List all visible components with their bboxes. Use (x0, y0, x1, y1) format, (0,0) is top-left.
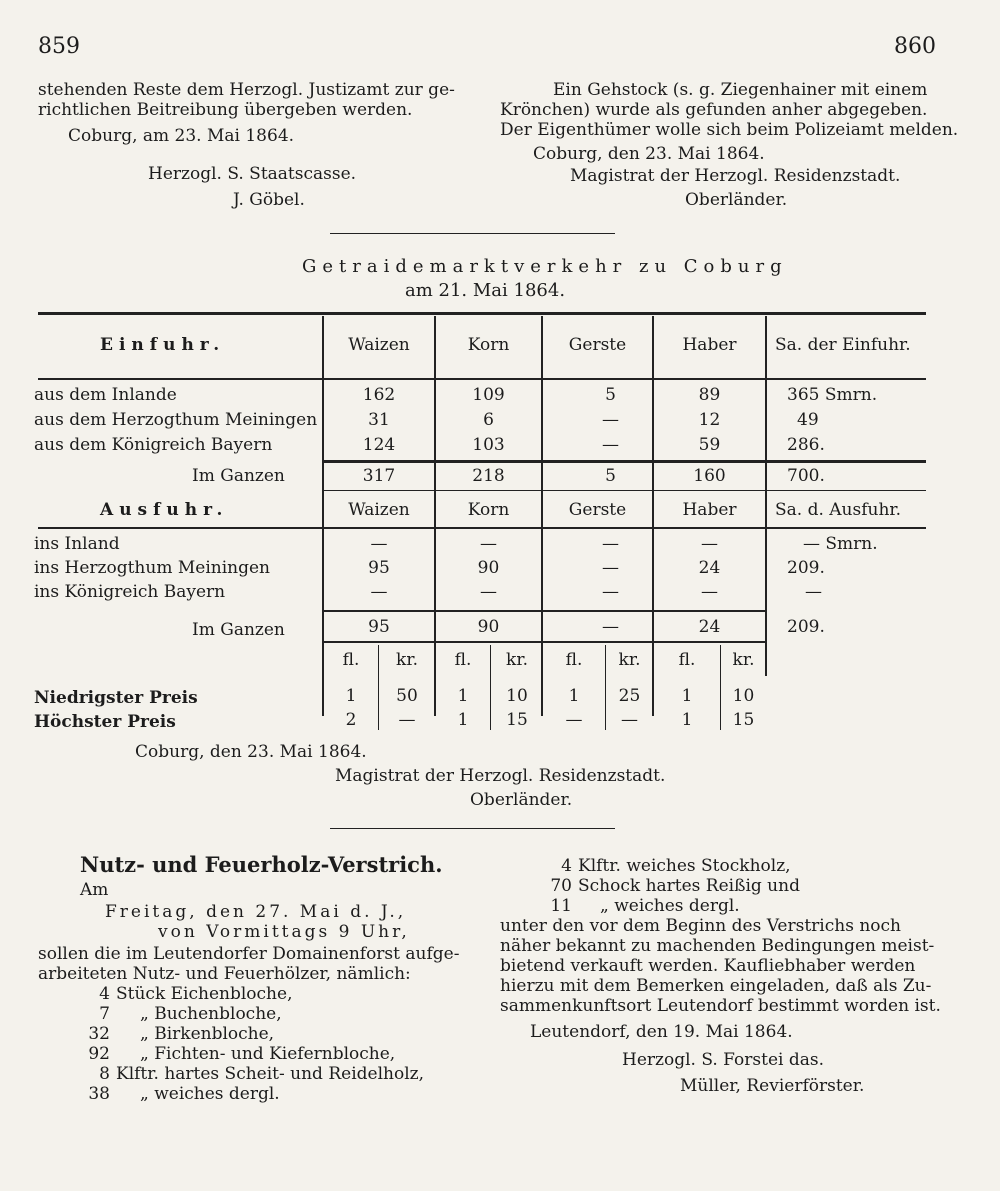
price-value: 1 (568, 686, 580, 706)
column-header: Korn (467, 500, 510, 520)
closing-line: näher bekannt zu machenden Bedingungen meist- (500, 936, 935, 956)
signature: Oberländer. (685, 190, 788, 210)
cell-value: 95 (368, 617, 390, 637)
cell-value: 5 (605, 385, 616, 405)
separator-rule (330, 828, 615, 829)
unit-fl: fl. (454, 650, 472, 670)
row-label: Höchster Preis (34, 712, 176, 732)
market-title: Getraidemarktverkehr zu Coburg (302, 256, 788, 277)
cell-value: 218 (472, 466, 505, 486)
subcolumn-rule (720, 645, 721, 730)
cell-value: 124 (362, 435, 396, 455)
item-qty: 70 (550, 876, 572, 896)
closing-line: unter den vor dem Beginn des Verstrichs noch (500, 916, 901, 936)
signature: Oberländer. (470, 790, 573, 810)
cell-value: — (602, 435, 619, 455)
header-rule (38, 378, 926, 380)
cell-value: — (480, 534, 497, 554)
column-header: Waizen (348, 500, 410, 520)
item-qty: 8 (99, 1064, 110, 1084)
notice-line: richtlichen Beitreibung übergeben werden. (38, 100, 413, 120)
cell-value: 31 (368, 410, 390, 430)
signature: J. Göbel. (233, 190, 305, 210)
column-header: Waizen (348, 335, 410, 355)
column-header: Haber (682, 335, 737, 355)
sum-header: Sa. d. Ausfuhr. (775, 500, 902, 520)
cell-value: — (602, 558, 619, 578)
price-value: 1 (681, 686, 693, 706)
cell-value: 162 (362, 385, 396, 405)
column-rule (765, 316, 767, 676)
price-value: 1 (457, 710, 469, 730)
price-value: — (621, 710, 638, 730)
cell-value: — (602, 534, 619, 554)
subcolumn-rule (605, 645, 606, 730)
price-value: — (398, 710, 416, 730)
cell-value: 109 (472, 385, 505, 405)
item-qty: 92 (88, 1044, 110, 1064)
place-date: Coburg, am 23. Mai 1864. (68, 126, 295, 146)
unit-kr: kr. (732, 650, 755, 670)
cell-sum: 286. (787, 435, 825, 455)
subcolumn-rule (490, 645, 491, 730)
cell-sum: — (805, 582, 822, 602)
place-date: Coburg, den 23. Mai 1864. (135, 742, 367, 762)
total-rule (322, 610, 767, 612)
cell-value: 24 (698, 558, 721, 578)
unit-fl: fl. (678, 650, 696, 670)
table-top-rule (38, 312, 926, 315)
row-label: Im Ganzen (192, 620, 285, 640)
auction-am: Am (80, 880, 109, 900)
cell-value: — (701, 534, 718, 554)
separator-rule (330, 233, 615, 234)
cell-value: — (480, 582, 497, 602)
price-rule (322, 641, 767, 643)
unit-kr: kr. (506, 650, 528, 670)
item-text: Schock hartes Reißig und (578, 876, 800, 896)
item-text: Klftr. hartes Scheit- und Reidelholz, (116, 1064, 424, 1084)
price-value: 25 (618, 686, 641, 706)
item-qty: 4 (561, 856, 572, 876)
cell-sum: 365 Smrn. (787, 385, 878, 405)
price-value: 1 (457, 686, 469, 706)
subcolumn-rule (378, 645, 379, 730)
item-text: „ Fichten- und Kiefernbloche, (140, 1044, 396, 1064)
unit-fl: fl. (342, 650, 360, 670)
issuer: Magistrat der Herzogl. Residenzstadt. (335, 766, 666, 786)
row-label: aus dem Herzogthum Meiningen (34, 410, 318, 430)
auction-title: Nutz- und Feuerholz-Verstrich. (80, 852, 443, 877)
cell-value: 24 (698, 617, 721, 637)
notice-line: Der Eigenthümer wolle sich beim Polizeiamt melden. (500, 120, 959, 140)
item-qty: 32 (88, 1024, 110, 1044)
cell-value: — (370, 582, 388, 602)
page-number-left: 859 (38, 34, 80, 59)
item-qty: 38 (88, 1084, 110, 1104)
item-text: „ weiches dergl. (600, 896, 740, 916)
item-text: „ Buchenbloche, (140, 1004, 282, 1024)
cell-value: 317 (362, 466, 396, 486)
notice-line: Krönchen) wurde als gefunden anher abgegeben. (500, 100, 928, 120)
row-label: Im Ganzen (192, 466, 285, 486)
cell-sum: 49 (797, 410, 819, 430)
column-header: Korn (467, 335, 510, 355)
signature: Müller, Revierförster. (680, 1076, 865, 1096)
row-label: ins Inland (34, 534, 120, 554)
price-value: 50 (396, 686, 418, 706)
cell-value: — (701, 582, 718, 602)
closing-line: sammenkunftsort Leutendorf bestimmt worden ist. (500, 996, 941, 1016)
section-rule (322, 490, 926, 491)
market-date: am 21. Mai 1864. (405, 280, 566, 301)
column-header: Gerste (568, 335, 627, 355)
closing-line: bietend verkauft werden. Kaufliebhaber werden (500, 956, 916, 976)
row-label: ins Herzogthum Meiningen (34, 558, 270, 578)
cell-value: — (370, 534, 388, 554)
import-header: Einfuhr. (100, 335, 226, 355)
export-header: Ausfuhr. (100, 500, 229, 520)
notice-line: Ein Gehstock (s. g. Ziegenhainer mit einem (553, 80, 928, 100)
unit-kr: kr. (618, 650, 641, 670)
cell-value: 90 (477, 617, 500, 637)
place-date: Coburg, den 23. Mai 1864. (533, 144, 765, 164)
cell-value: 59 (698, 435, 721, 455)
cell-value: 103 (472, 435, 505, 455)
item-text: Klftr. weiches Stockholz, (578, 856, 791, 876)
cell-value: 95 (368, 558, 390, 578)
item-qty: 7 (99, 1004, 110, 1024)
cell-sum: — Smrn. (803, 534, 878, 554)
cell-value: 5 (605, 466, 616, 486)
issuer: Herzogl. S. Forstei das. (622, 1050, 825, 1070)
unit-fl: fl. (565, 650, 583, 670)
price-value: 10 (506, 686, 528, 706)
notice-line: stehenden Reste dem Herzogl. Justizamt zur ge- (38, 80, 455, 100)
closing-line: hierzu mit dem Bemerken eingeladen, daß als Zu- (500, 976, 932, 996)
intro-line: sollen die im Leutendorfer Domainenforst aufge- (38, 944, 460, 964)
price-value: — (565, 710, 583, 730)
cell-sum: 209. (787, 617, 825, 637)
issuer: Magistrat der Herzogl. Residenzstadt. (570, 166, 901, 186)
row-label: aus dem Königreich Bayern (34, 435, 273, 455)
intro-line: arbeiteten Nutz- und Feuerhölzer, nämlich: (38, 964, 411, 984)
cell-value: 160 (693, 466, 726, 486)
item-qty: 4 (99, 984, 110, 1004)
item-text: „ weiches dergl. (140, 1084, 280, 1104)
cell-sum: 700. (787, 466, 825, 486)
cell-value: 90 (477, 558, 500, 578)
row-label: ins Königreich Bayern (34, 582, 226, 602)
auction-date: Freitag, den 27. Mai d. J., (105, 902, 407, 922)
cell-value: 89 (698, 385, 721, 405)
price-value: 1 (681, 710, 693, 730)
cell-value: 6 (483, 410, 494, 430)
price-value: 2 (345, 710, 357, 730)
price-value: 1 (345, 686, 357, 706)
cell-value: — (602, 582, 619, 602)
unit-kr: kr. (396, 650, 418, 670)
auction-time: von Vormittags 9 Uhr, (158, 922, 410, 942)
row-label: aus dem Inlande (34, 385, 177, 405)
column-header: Haber (682, 500, 737, 520)
total-rule (322, 460, 926, 463)
price-value: 10 (732, 686, 755, 706)
issuer: Herzogl. S. Staatscasse. (148, 164, 357, 184)
item-qty: 11 (550, 896, 572, 916)
sum-header: Sa. der Einfuhr. (775, 335, 911, 355)
cell-value: — (602, 617, 619, 637)
cell-sum: 209. (787, 558, 825, 578)
column-header: Gerste (568, 500, 627, 520)
cell-value: — (602, 410, 619, 430)
price-value: 15 (506, 710, 528, 730)
row-label: Niedrigster Preis (34, 688, 198, 708)
item-text: Stück Eichenbloche, (116, 984, 293, 1004)
cell-value: 12 (698, 410, 721, 430)
place-date: Leutendorf, den 19. Mai 1864. (530, 1022, 793, 1042)
header-rule (38, 527, 926, 529)
price-value: 15 (732, 710, 755, 730)
page-number-right: 860 (894, 34, 936, 59)
item-text: „ Birkenbloche, (140, 1024, 275, 1044)
